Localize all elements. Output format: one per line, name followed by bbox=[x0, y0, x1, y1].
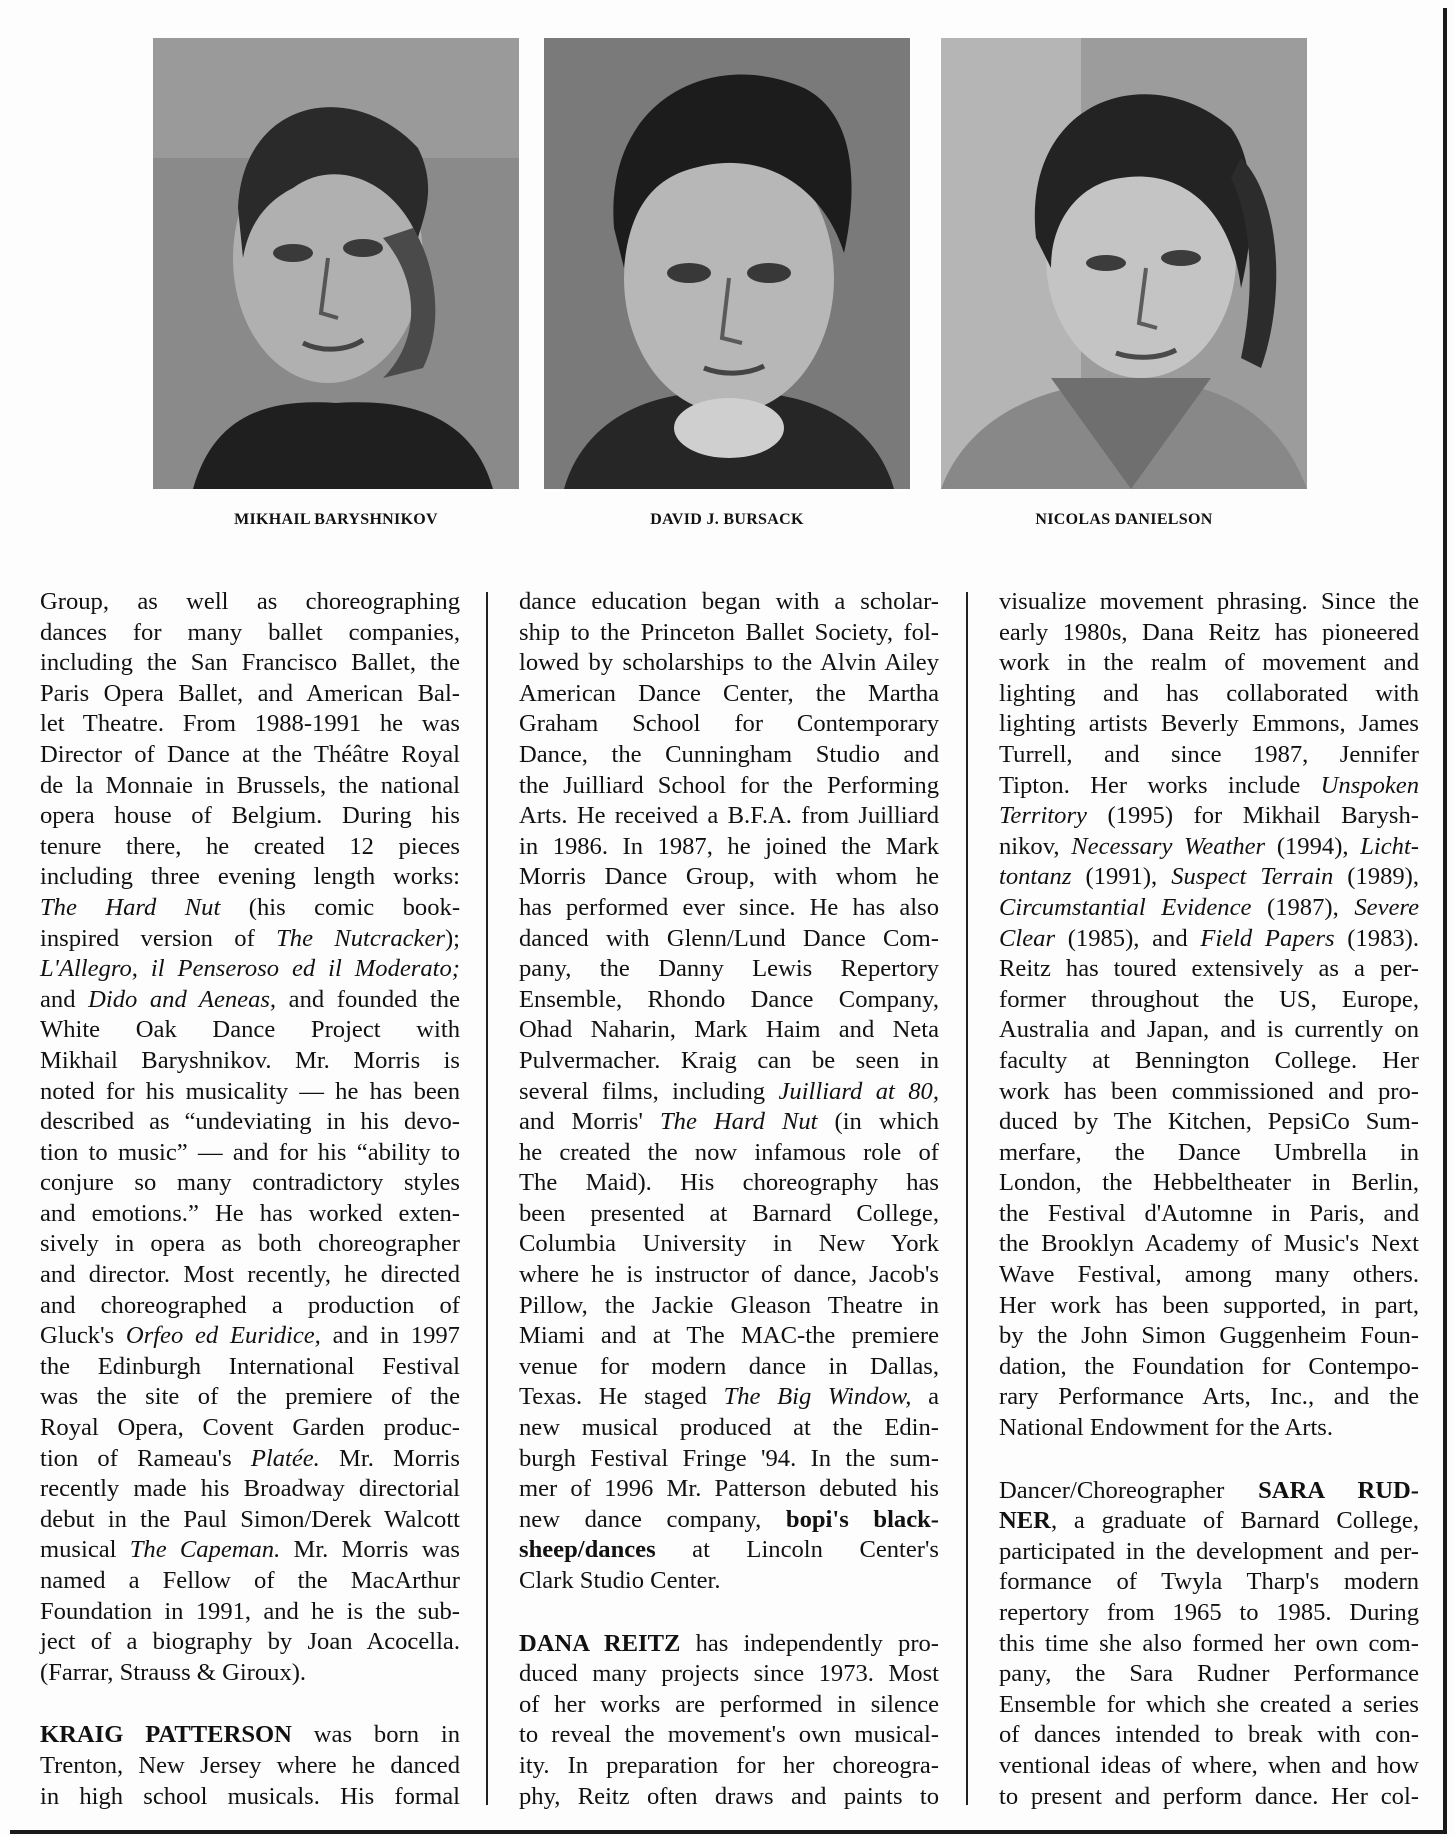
text-line: Ensemble, Rhondo Dance Company, bbox=[519, 985, 939, 1013]
work-title: tontanz bbox=[999, 863, 1072, 891]
photo-danielson bbox=[941, 38, 1307, 489]
text-segment: (1985), and bbox=[1055, 924, 1201, 952]
text-segment: Tipton. Her works include bbox=[999, 771, 1321, 799]
text-line: dances for many ballet companies, bbox=[40, 618, 460, 646]
text-line: Morris Dance Group, with whom he bbox=[519, 863, 939, 891]
text-line: duced by The Kitchen, PepsiCo Sum- bbox=[999, 1108, 1419, 1136]
work-title: The Hard Nut bbox=[40, 893, 221, 921]
work-title: Dido and Aeneas, bbox=[88, 985, 277, 1013]
text-line: was the site of the premiere of the bbox=[40, 1383, 460, 1411]
paragraph-morris-bio bbox=[40, 587, 460, 1688]
work-title: The Capeman. bbox=[129, 1536, 281, 1564]
work-title: The Hard Nut bbox=[659, 1108, 818, 1136]
text-line: where he is instructor of dance, Jacob's bbox=[519, 1261, 939, 1289]
text-line: Turrell, and since 1987, Jennifer bbox=[999, 740, 1419, 768]
text-line: merfare, the Dance Umbrella in bbox=[999, 1138, 1419, 1166]
paragraph-patterson-bio bbox=[40, 1720, 460, 1812]
paragraph-rudner-bio bbox=[999, 1476, 1419, 1813]
text-segment: Dancer/Choreographer bbox=[999, 1476, 1259, 1504]
text-line: by the John Simon Guggenheim Foun- bbox=[999, 1322, 1419, 1350]
text-line: named a Fellow of the MacArthur bbox=[40, 1567, 460, 1594]
work-title: Juilliard at 80, bbox=[778, 1077, 939, 1105]
text-line: new musical produced at the Edin- bbox=[519, 1414, 939, 1442]
text-segment: was born in bbox=[291, 1721, 460, 1749]
text-line: lighting and has collaborated with bbox=[999, 679, 1419, 707]
text-line: described as “undeviating in his devo- bbox=[40, 1108, 460, 1136]
text-line: mer of 1996 Mr. Patterson debuted his bbox=[519, 1475, 939, 1503]
paragraph-reitz-continued bbox=[999, 587, 1419, 1444]
photo-baryshnikov bbox=[153, 38, 519, 489]
text-line: tenure there, he created 12 pieces bbox=[40, 832, 460, 860]
text-segment: musical bbox=[40, 1536, 130, 1564]
text-line bbox=[519, 1382, 939, 1413]
text-line: this time she also formed her own com- bbox=[999, 1629, 1419, 1657]
text-line: ship to the Princeton Ballet Society, fol- bbox=[519, 618, 939, 646]
text-line: Mikhail Baryshnikov. Mr. Morris is bbox=[40, 1046, 460, 1074]
work-title: Field Papers bbox=[1200, 924, 1335, 952]
person-name: NER bbox=[999, 1507, 1051, 1535]
text-line: work has been commissioned and pro- bbox=[999, 1077, 1419, 1105]
work-title: Severe bbox=[1354, 893, 1419, 921]
text-line: to reveal the movement's own musical- bbox=[519, 1721, 939, 1749]
work-title: Unspoken bbox=[1320, 771, 1419, 799]
text-line: he created the now infamous role of bbox=[519, 1138, 939, 1166]
text-line: former throughout the US, Europe, bbox=[999, 985, 1419, 1013]
column-divider bbox=[486, 592, 488, 1805]
text-column-3 bbox=[999, 587, 1419, 1812]
text-segment: Mr. Morris was bbox=[280, 1536, 460, 1564]
work-title: The Big Window, bbox=[723, 1383, 912, 1411]
text-segment: (1983). bbox=[1334, 924, 1419, 952]
text-segment: has independently pro- bbox=[680, 1629, 939, 1657]
work-title: The Nutcracker bbox=[276, 924, 445, 952]
text-line: faculty at Bennington College. Her bbox=[999, 1046, 1419, 1074]
text-segment: and in 1997 bbox=[320, 1322, 460, 1350]
text-line: Dance, the Cunningham Studio and bbox=[519, 740, 939, 768]
text-segment: inspired version of bbox=[40, 924, 277, 952]
text-line: pany, the Sara Rudner Performance bbox=[999, 1660, 1419, 1688]
text-line bbox=[999, 862, 1419, 893]
text-line bbox=[40, 1321, 460, 1352]
text-line: of dances intended to break with con- bbox=[999, 1721, 1419, 1749]
text-line: Australia and Japan, and is currently on bbox=[999, 1016, 1419, 1044]
text-line: burgh Festival Fringe '94. In the sum- bbox=[519, 1444, 939, 1472]
text-line: rary Performance Arts, Inc., and the bbox=[999, 1383, 1419, 1411]
text-line: including three evening length works: bbox=[40, 863, 460, 891]
text-segment: and bbox=[40, 985, 89, 1013]
paragraph-reitz-bio bbox=[519, 1629, 939, 1813]
text-line: let Theatre. From 1988-1991 he was bbox=[40, 710, 460, 738]
text-segment: (1995) for Mikhail Barysh- bbox=[1086, 802, 1419, 830]
text-line: White Oak Dance Project with bbox=[40, 1016, 460, 1044]
text-line: venue for modern dance in Dallas, bbox=[519, 1352, 939, 1380]
text-line: London, the Hebbeltheater in Berlin, bbox=[999, 1169, 1419, 1197]
text-line: and emotions.” He has worked exten- bbox=[40, 1199, 460, 1227]
text-line: tion to music” — and for his “ability to bbox=[40, 1138, 460, 1166]
text-line bbox=[40, 1444, 460, 1475]
text-line: American Dance Center, the Martha bbox=[519, 679, 939, 707]
text-line: Graham School for Contemporary bbox=[519, 710, 939, 738]
person-name: KRAIG PATTERSON bbox=[40, 1721, 292, 1749]
text-line bbox=[999, 1476, 1419, 1507]
text-segment: and founded the bbox=[276, 985, 460, 1013]
text-line: sively in opera as both choreographer bbox=[40, 1230, 460, 1258]
text-line: formance of Twyla Tharp's modern bbox=[999, 1568, 1419, 1596]
text-line bbox=[519, 1107, 939, 1138]
text-line: Trenton, New Jersey where he danced bbox=[40, 1751, 460, 1779]
text-line: Ensemble for which she created a series bbox=[999, 1690, 1419, 1718]
text-line: The Maid). His choreography has bbox=[519, 1169, 939, 1197]
work-title: Suspect Terrain bbox=[1171, 863, 1334, 891]
text-line bbox=[40, 954, 460, 985]
text-line: the Festival d'Automne in Paris, and bbox=[999, 1199, 1419, 1227]
text-line: de la Monnaie in Brussels, the national bbox=[40, 771, 460, 799]
text-segment: nikov, bbox=[999, 832, 1072, 860]
text-line: in 1986. In 1987, he joined the Mark bbox=[519, 832, 939, 860]
text-line bbox=[40, 1535, 460, 1566]
text-line: debut in the Paul Simon/Derek Walcott bbox=[40, 1505, 460, 1533]
text-line bbox=[999, 893, 1419, 924]
text-segment: Texas. He staged bbox=[519, 1383, 724, 1411]
text-segment: Gluck's bbox=[40, 1322, 126, 1350]
text-line: Columbia University in New York bbox=[519, 1230, 939, 1258]
text-line: repertory from 1965 to 1985. During bbox=[999, 1599, 1419, 1626]
text-line bbox=[999, 924, 1419, 955]
work-title: Circumstantial Evidence bbox=[999, 893, 1252, 921]
text-line: including the San Francisco Ballet, the bbox=[40, 649, 460, 677]
text-line bbox=[999, 1506, 1419, 1537]
text-line: the Edinburgh International Festival bbox=[40, 1352, 460, 1380]
text-line: and director. Most recently, he directed bbox=[40, 1261, 460, 1289]
text-segment: several films, including bbox=[519, 1077, 779, 1105]
person-name: SARA RUD- bbox=[1258, 1476, 1419, 1504]
text-segment: tion of Rameau's bbox=[40, 1444, 251, 1472]
text-line: ject of a biography by Joan Acocella. bbox=[40, 1628, 460, 1656]
text-line: Ohad Naharin, Mark Haim and Neta bbox=[519, 1016, 939, 1044]
text-line: to present and perform dance. Her col- bbox=[999, 1782, 1419, 1810]
text-line: danced with Glenn/Lund Dance Com- bbox=[519, 924, 939, 952]
work-title: Necessary Weather bbox=[1071, 832, 1266, 860]
text-line: of her works are performed in silence bbox=[519, 1690, 939, 1718]
text-line: noted for his musicality — he has been bbox=[40, 1077, 460, 1105]
work-title: Clear bbox=[999, 924, 1056, 952]
text-segment: (1994), bbox=[1265, 832, 1361, 860]
text-line: Pillow, the Jackie Gleason Theatre in bbox=[519, 1291, 939, 1319]
text-line: dance education began with a scholar- bbox=[519, 588, 939, 615]
text-line: and choreographed a production of bbox=[40, 1291, 460, 1319]
caption-bursack: DAVID J. BURSACK bbox=[650, 511, 804, 528]
text-line: Reitz has toured extensively as a per- bbox=[999, 955, 1419, 983]
text-line: duced many projects since 1973. Most bbox=[519, 1660, 939, 1688]
paragraph-patterson-continued bbox=[519, 587, 939, 1597]
text-segment: (1987), bbox=[1251, 893, 1355, 921]
text-line: Her work has been supported, in part, bbox=[999, 1291, 1419, 1319]
text-line: Paris Opera Ballet, and American Bal- bbox=[40, 679, 460, 707]
text-line: Royal Opera, Covent Garden produc- bbox=[40, 1414, 460, 1442]
text-line: the Brooklyn Academy of Music's Next bbox=[999, 1230, 1419, 1258]
caption-baryshnikov: MIKHAIL BARYSHNIKOV bbox=[234, 511, 438, 528]
text-line: ventional ideas of where, when and how bbox=[999, 1751, 1419, 1779]
caption-danielson: NICOLAS DANIELSON bbox=[1035, 511, 1213, 528]
company-name: sheep/dances bbox=[519, 1536, 656, 1564]
text-line: visualize movement phrasing. Since the bbox=[999, 588, 1419, 615]
text-line: National Endowment for the Arts. bbox=[999, 1414, 1333, 1442]
text-line bbox=[999, 801, 1419, 832]
text-line: the Juilliard School for the Performing bbox=[519, 771, 939, 799]
text-line: pany, the Danny Lewis Repertory bbox=[519, 955, 939, 983]
text-line bbox=[519, 1629, 939, 1660]
text-line bbox=[40, 924, 460, 955]
text-line: conjure so many contradictory styles bbox=[40, 1169, 460, 1197]
text-line: opera house of Belgium. During his bbox=[40, 802, 460, 830]
text-line: Clark Studio Center. bbox=[519, 1567, 721, 1594]
column-divider bbox=[966, 592, 968, 1805]
person-name: DANA REITZ bbox=[519, 1629, 681, 1657]
text-line bbox=[999, 832, 1419, 863]
text-line: Group, as well as choreographing bbox=[40, 588, 460, 615]
text-line: (Farrar, Strauss & Giroux). bbox=[40, 1658, 307, 1686]
work-title: Platée. bbox=[250, 1444, 320, 1472]
text-column-1 bbox=[40, 587, 460, 1812]
text-line: lowed by scholarships to the Alvin Ailey bbox=[519, 649, 939, 677]
text-line: Director of Dance at the Théâtre Royal bbox=[40, 740, 460, 768]
text-segment: Mr. Morris bbox=[319, 1444, 460, 1472]
text-segment: (his comic book- bbox=[220, 893, 461, 921]
text-segment: (1991), bbox=[1071, 863, 1172, 891]
text-line: in high school musicals. His formal bbox=[40, 1782, 460, 1810]
text-segment: a bbox=[911, 1383, 939, 1411]
text-line: ity. In preparation for her choreogra- bbox=[519, 1751, 939, 1779]
text-line bbox=[999, 771, 1419, 802]
text-line: participated in the development and per- bbox=[999, 1537, 1419, 1565]
text-line: early 1980s, Dana Reitz has pioneered bbox=[999, 618, 1419, 646]
text-segment: ); bbox=[444, 924, 460, 952]
photo-bursack bbox=[544, 38, 910, 489]
text-line bbox=[519, 1505, 939, 1536]
text-line: Miami and at The MAC-the premiere bbox=[519, 1322, 939, 1350]
text-line: dation, the Foundation for Contempo- bbox=[999, 1352, 1419, 1380]
work-title: L'Allegro, il Penseroso ed il Moderato; bbox=[40, 955, 460, 983]
text-line: Foundation in 1991, and he is the sub- bbox=[40, 1597, 460, 1625]
work-title: Licht- bbox=[1360, 832, 1419, 860]
text-line: lighting artists Beverly Emmons, James bbox=[999, 710, 1419, 738]
text-line: has performed ever since. He has also bbox=[519, 893, 939, 921]
text-line bbox=[519, 1077, 939, 1108]
text-segment: new dance company, bbox=[519, 1505, 786, 1533]
text-line bbox=[40, 1720, 460, 1751]
text-line: Wave Festival, among many others. bbox=[999, 1261, 1419, 1289]
text-line bbox=[40, 893, 460, 924]
text-line: work in the realm of movement and bbox=[999, 649, 1419, 677]
text-line: Arts. He received a B.F.A. from Juilliard bbox=[519, 802, 939, 830]
work-title: Territory bbox=[999, 802, 1087, 830]
text-line: recently made his Broadway directorial bbox=[40, 1475, 460, 1503]
text-line bbox=[40, 985, 460, 1016]
company-name: bopi's black- bbox=[785, 1505, 939, 1533]
text-segment: , a graduate of Barnard College, bbox=[1050, 1507, 1419, 1535]
text-line bbox=[519, 1535, 939, 1566]
text-segment: (1989), bbox=[1333, 863, 1420, 891]
text-segment: at Lincoln Center's bbox=[655, 1536, 939, 1564]
text-column-2 bbox=[519, 587, 939, 1812]
work-title: Orfeo ed Euridice, bbox=[125, 1322, 321, 1350]
text-segment: and Morris' bbox=[519, 1108, 660, 1136]
text-segment: (in which bbox=[817, 1108, 939, 1136]
text-line: phy, Reitz often draws and paints to bbox=[519, 1782, 939, 1810]
text-line: Pulvermacher. Kraig can be seen in bbox=[519, 1046, 939, 1074]
text-line: been presented at Barnard College, bbox=[519, 1199, 939, 1227]
